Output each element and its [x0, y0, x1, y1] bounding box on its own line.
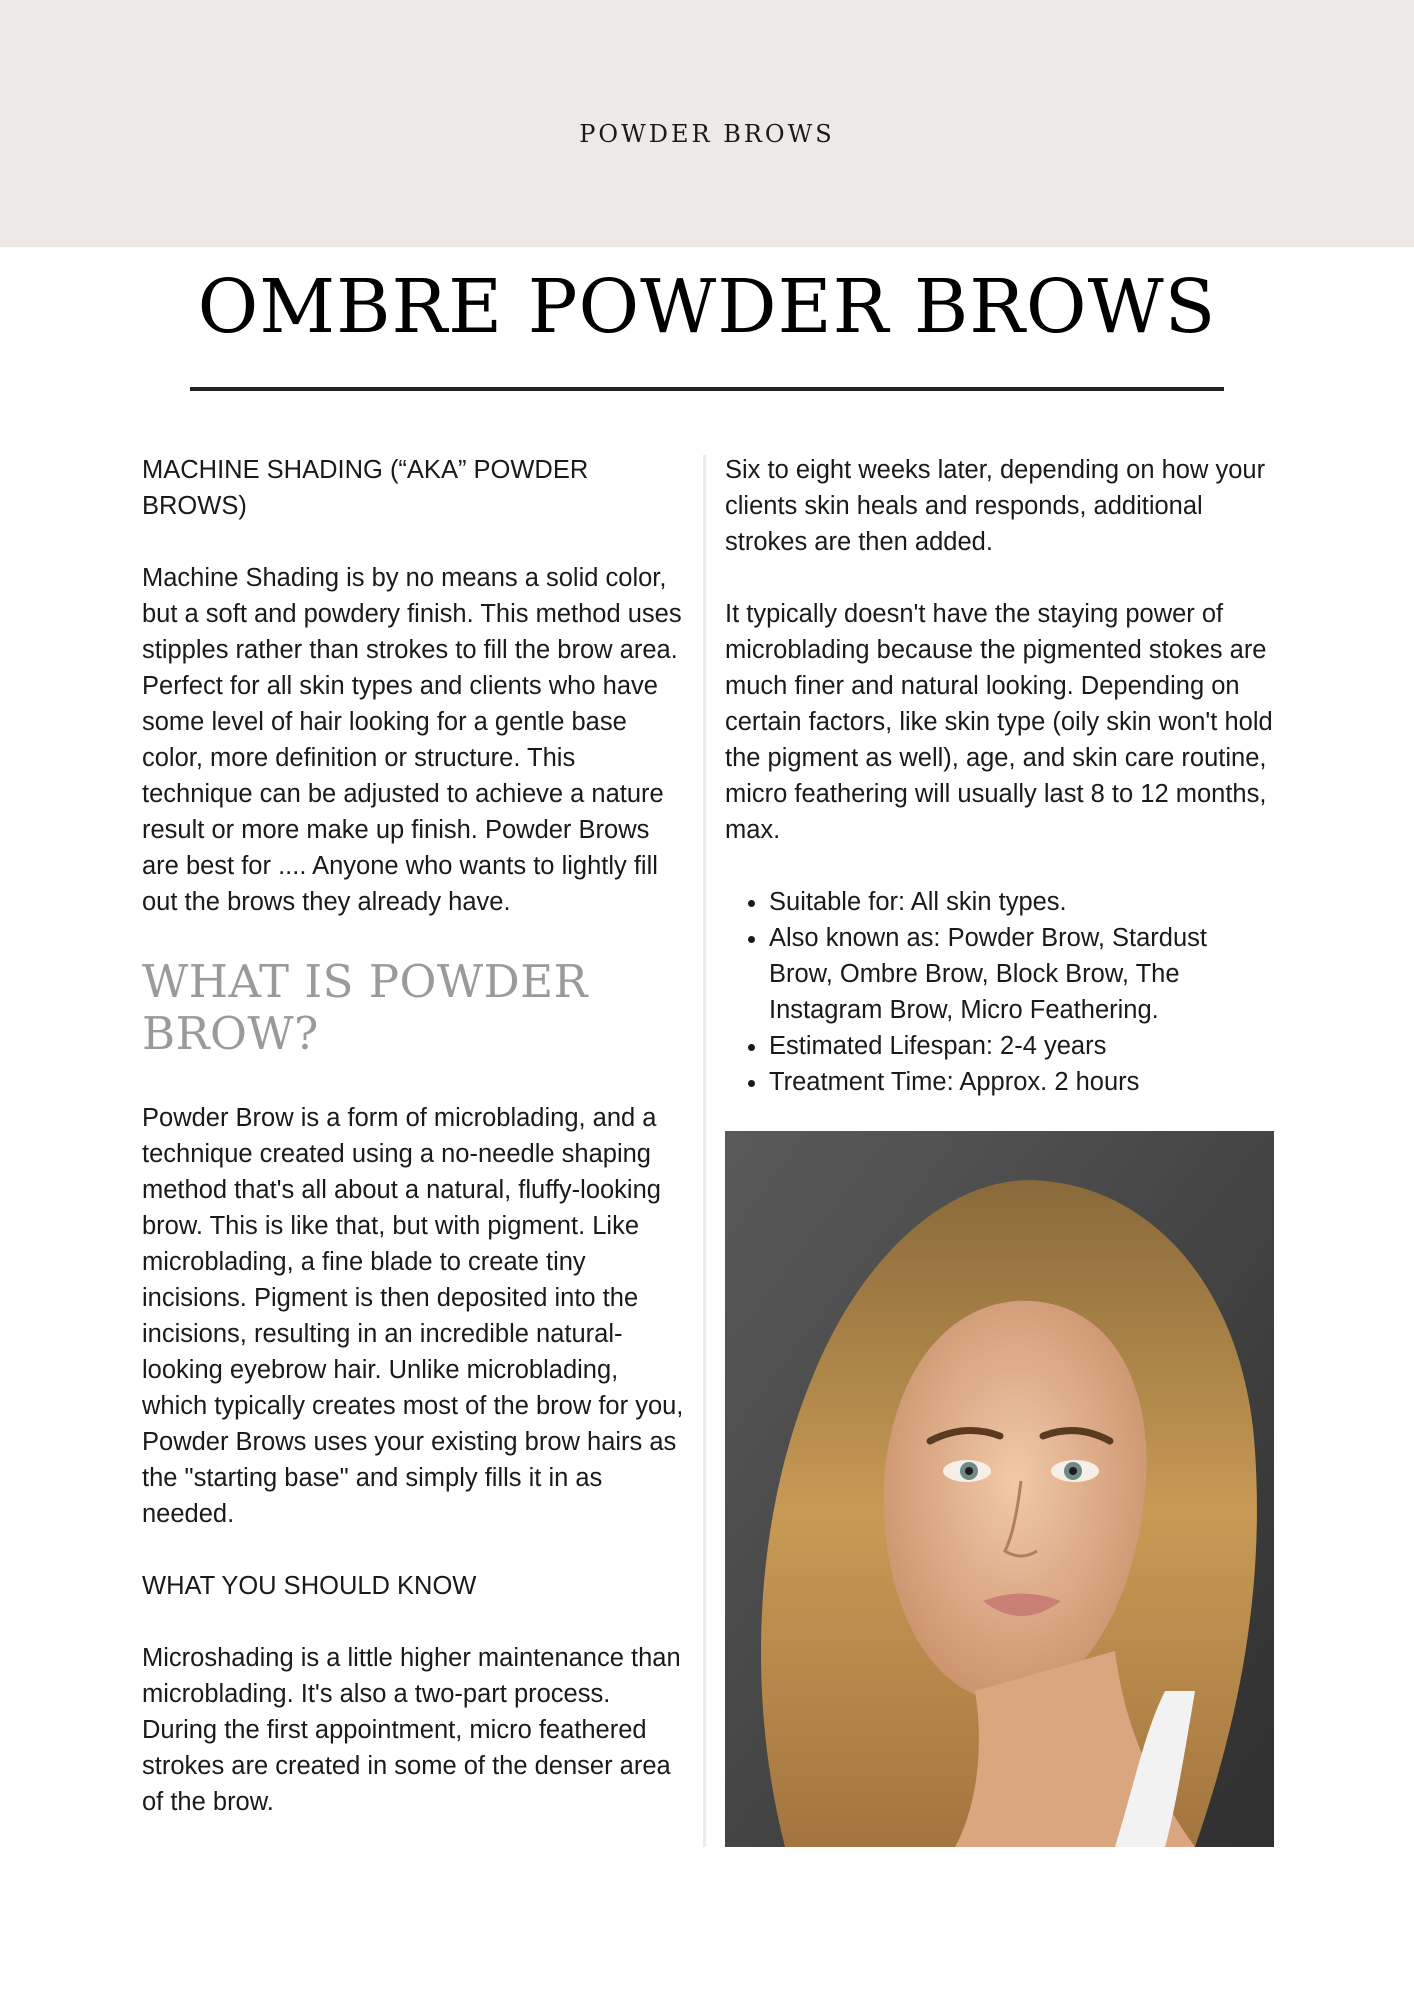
know-label: WHAT YOU SHOULD KNOW — [142, 1572, 477, 1600]
intro-label: MACHINE SHADING (“AKA” POWDER BROWS) — [142, 456, 589, 520]
page-title: OMBRE POWDER BROWS — [197, 264, 1217, 350]
section-text: Powder Brow is a form of microblading, and a technique created using a no-needle shaping method that's all about a natural, fluffy-looking brow. This is like that, but with pigment. Like microblading, a fine blade to create tiny incisions. Pigment is then deposited into the incisions, resulting in an incredible natural-looking eyebrow hair. Unlike microblading, which typically creates most of the brow for you, Powder Brows uses your existing brow hairs as the "starting base" and simply fills it in as needed. — [142, 1104, 684, 1528]
facts-list — [725, 884, 1275, 1100]
title-divider — [190, 387, 1224, 391]
right-column — [725, 452, 1275, 1100]
right-para-1: Six to eight weeks later, depending on how your clients skin heals and responds, additional strokes are then added. — [725, 456, 1266, 556]
list-item: • Estimated Lifespan: 2-4 years — [769, 1028, 1275, 1064]
right-para-2: It typically doesn't have the staying power of microblading because the pigmented stokes are much finer and natural looking. Depending on certain factors, like skin type (oily skin won't hold the pigment as well), age, and skin care routine, micro feathering will usually last 8 to 12 months, max. — [725, 600, 1273, 844]
section-heading-what-is-powder-brow: WHAT IS POWDER BROW? — [142, 955, 588, 1060]
left-column — [142, 452, 687, 1856]
intro-text: Machine Shading is by no means a solid color, but a soft and powdery finish. This method uses stipples rather than strokes to fill the brow area. Perfect for all skin types and clients who have some level of hair looking for a gentle base color, more definition or structure. This technique can be adjusted to achieve a nature result or more make up finish. Powder Brows are best for .... Anyone who wants to lightly fill out the brows they already have. — [142, 564, 682, 916]
know-text: Microshading is a little higher maintenance than microblading. It's also a two-part process. During the first appointment, micro feathered strokes are created in some of the denser area of the brow. — [142, 1644, 681, 1816]
header-label: POWDER BROWS — [579, 120, 835, 148]
list-item: • Treatment Time: Approx. 2 hours — [769, 1064, 1275, 1100]
list-item: • Suitable for: All skin types. — [769, 884, 1275, 920]
column-divider — [703, 455, 706, 1847]
model-portrait-photo — [725, 1131, 1274, 1847]
portrait-illustration — [725, 1131, 1274, 1847]
list-item: • Also known as: Powder Brow, Stardust Brow, Ombre Brow, Block Brow, The Instagram Brow, Micro Feathering. — [769, 920, 1275, 1028]
